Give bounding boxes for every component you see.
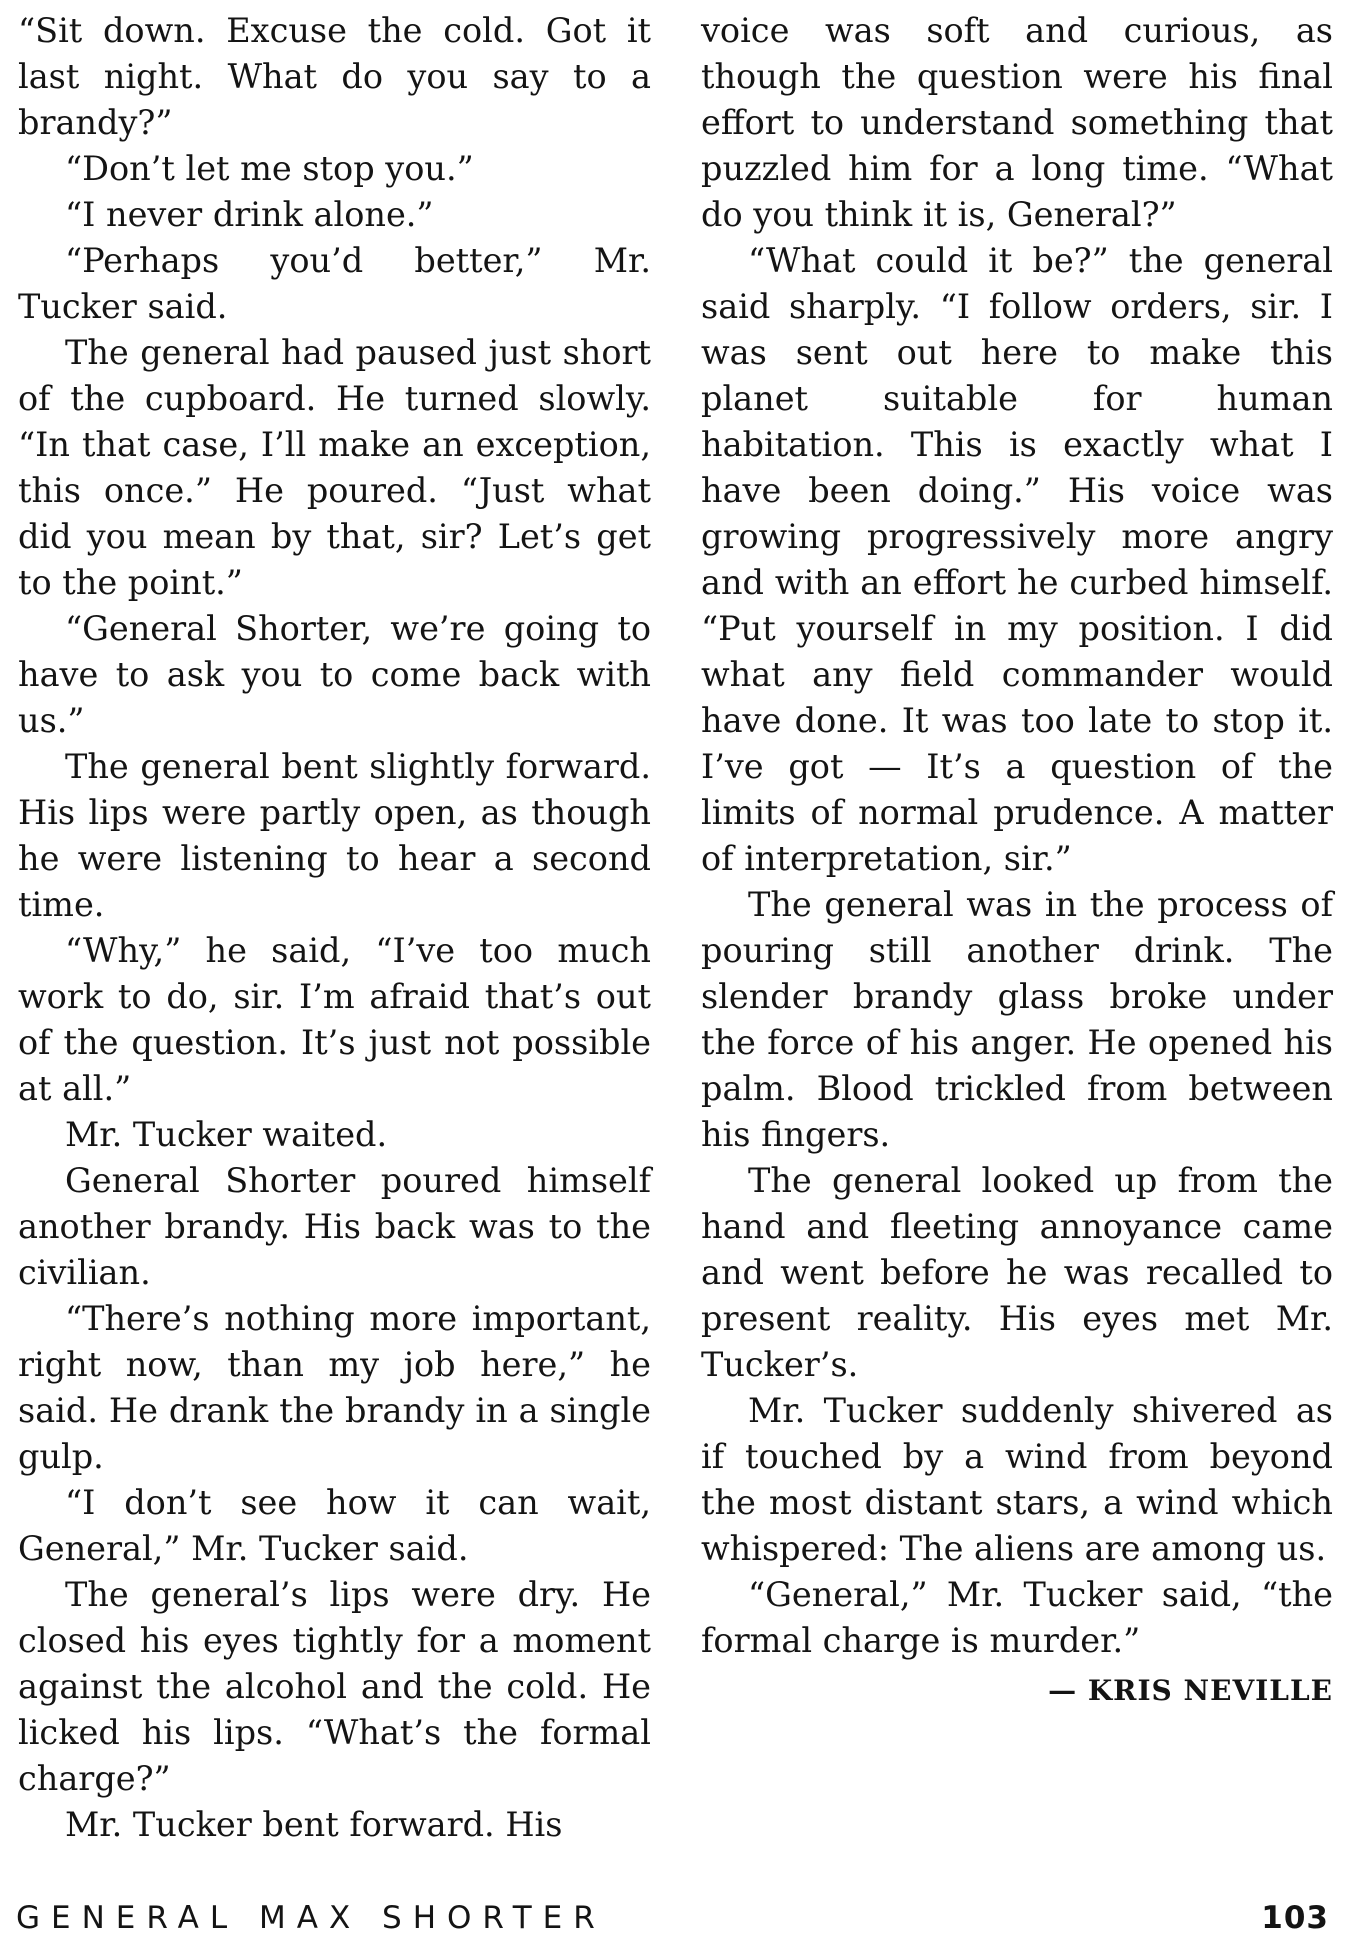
- paragraph: “I never drink alone.”: [65, 195, 434, 234]
- paragraph: The general had paused just short of the cupboard. He turned slowly. “In that case, I’ll make an exception, this once.” He poured. “Just what did you mean by that, sir? Let’s get to the point.”: [18, 333, 651, 602]
- page-number: 103: [1261, 1900, 1329, 1936]
- paragraph: Mr. Tucker waited.: [65, 1115, 388, 1154]
- paragraph: voice was soft and curious, as though the question were his final effort to understand something that puzzled him for a long time. “What do you think it is, General?”: [701, 11, 1333, 234]
- right-text-column: [701, 8, 1333, 1714]
- author-signature: — KRIS NEVILLE: [1048, 1674, 1333, 1707]
- paragraph: Mr. Tucker suddenly shivered as if touched by a wind from beyond the most distant stars, a wind which whispered: The aliens are among us.: [701, 1391, 1333, 1568]
- paragraph: Mr. Tucker bent forward. His: [65, 1805, 563, 1844]
- paragraph: The general bent slightly forward. His lips were partly open, as though he were listening to hear a second time.: [18, 747, 651, 924]
- paragraph: “General,” Mr. Tucker said, “the formal charge is murder.”: [701, 1575, 1333, 1660]
- paragraph: “I don’t see how it can wait, General,” Mr. Tucker said.: [18, 1483, 651, 1568]
- paragraph: The general looked up from the hand and fleeting annoyance came and went before he was recalled to present reality. His eyes met Mr. Tucker’s.: [701, 1161, 1333, 1384]
- paragraph: “Don’t let me stop you.”: [65, 149, 474, 188]
- paragraph: General Shorter poured himself another brandy. His back was to the civilian.: [18, 1161, 651, 1292]
- paragraph: “Perhaps you’d better,” Mr. Tucker said.: [18, 241, 651, 326]
- running-title: GENERAL MAX SHORTER: [16, 1900, 606, 1936]
- paragraph: The general’s lips were dry. He closed his eyes tightly for a moment against the alcohol and the cold. He licked his lips. “What’s the formal charge?”: [18, 1575, 651, 1798]
- paragraph: “Why,” he said, “I’ve too much work to do, sir. I’m afraid that’s out of the question. It’s just not possible at all.”: [18, 931, 651, 1108]
- paragraph: “What could it be?” the general said sharply. “I follow orders, sir. I was sent out here to make this planet suitable for human habitation. This is exactly what I have been doing.” His voice was growing progressively more angry and with an effort he curbed himself. “Put yourself in my position. I did what any field commander would have done. It was too late to stop it. I’ve got — It’s a question of the limits of normal prudence. A matter of interpretation, sir.”: [701, 241, 1333, 878]
- paragraph: “Sit down. Excuse the cold. Got it last night. What do you say to a brandy?”: [18, 11, 651, 142]
- paragraph: The general was in the process of pouring still another drink. The slender brandy glass broke under the force of his anger. He opened his palm. Blood trickled from between his fingers.: [701, 885, 1333, 1154]
- paragraph: “General Shorter, we’re going to have to ask you to come back with us.”: [18, 609, 651, 740]
- paragraph: “There’s nothing more important, right now, than my job here,” he said. He drank the brandy in a single gulp.: [18, 1299, 651, 1476]
- left-text-column: [18, 8, 651, 1848]
